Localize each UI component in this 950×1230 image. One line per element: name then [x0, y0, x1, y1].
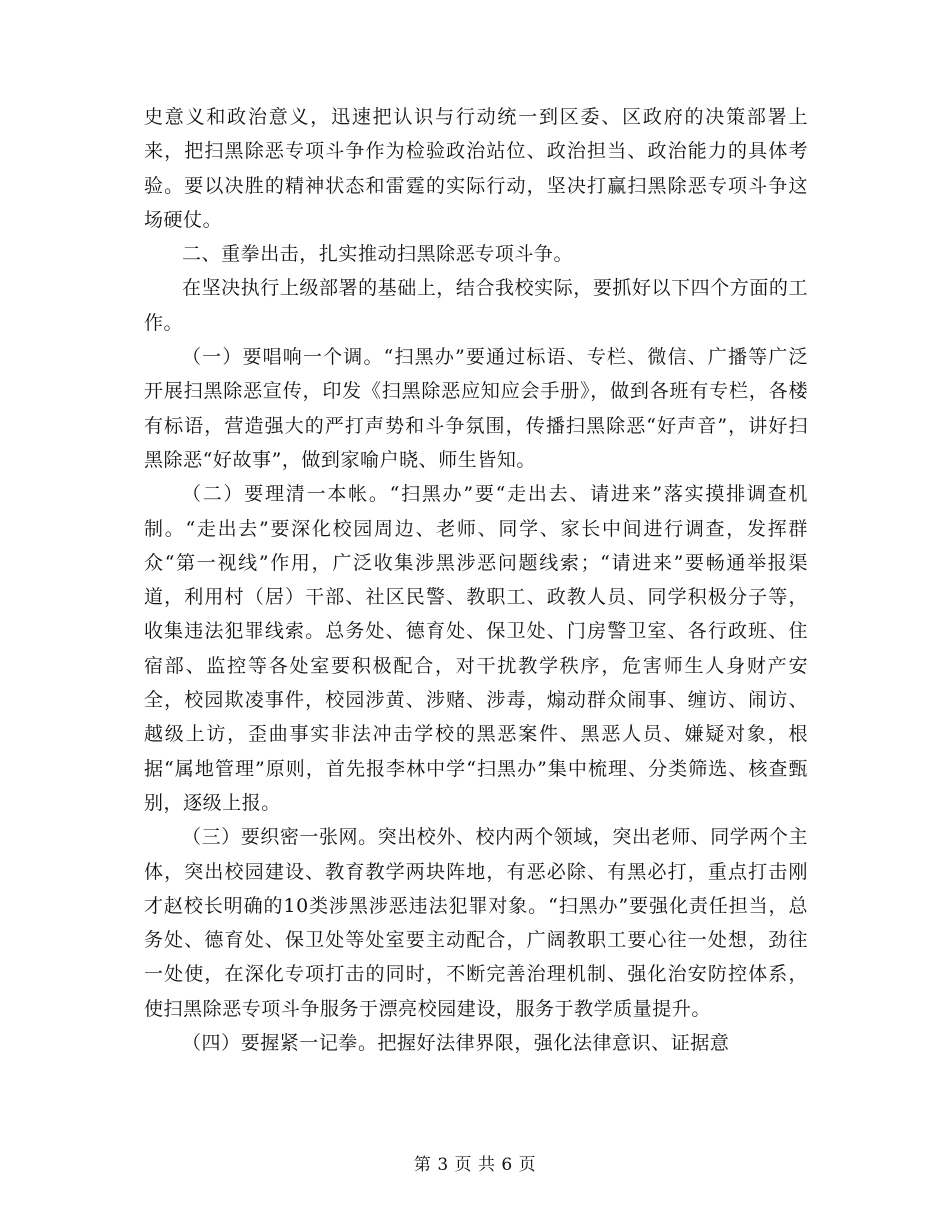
paragraph-item-3: （三）要织密一张网。突出校外、校内两个领域，突出老师、同学两个主体，突出校园建设、教育教学两块阵地，有恶必除、有黑必打，重点打击刚才赵校长明确的10类涉黑涉恶违法犯罪对象。“扫黑办”要强化责任担当，总务处、德育处、保卫处等处室要主动配合，广阔教职工要心往一处想，劲往一处使，在深化专项打击的同时，不断完善治理机制、强化治安防控体系，使扫黑除恶专项斗争服务于漂亮校园建设，服务于教学质量提升。: [144, 826, 808, 1020]
footer-current-page: 3: [437, 1155, 449, 1175]
paragraph-intro: 在坚决执行上级部署的基础上，结合我校实际，要抓好以下四个方面的工作。: [144, 277, 808, 334]
section-heading: 二、重拳出击，扎实推动扫黑除恶专项斗争。: [182, 243, 574, 266]
footer-total-pages: 6: [501, 1155, 513, 1175]
document-body: [144, 100, 808, 1060]
paragraph-item-2: （二）要理清一本帐。“扫黑办”要“走出去、请进来”落实摸排调查机制。“走出去”要深化校园周边、老师、同学、家长中间进行调查，发挥群众“第一视线”作用，广泛收集涉黑涉恶问题线索；“请进来”要畅通举报渠道，利用村（居）干部、社区民警、教职工、政教人员、同学积极分子等，收集违法犯罪线索。总务处、德育处、保卫处、门房警卫室、各行政班、住宿部、监控等各处室要积极配合，对干扰教学秩序，危害师生人身财产安全，校园欺凌事件，校园涉黄、涉赌、涉毒，煽动群众闹事、缠访、闹访、越级上访，歪曲事实非法冲击学校的黑恶案件、黑恶人员、嫌疑对象，根据“属地管理”原则，首先报李林中学“扫黑办”集中梳理、分类筛选、核查甄别，逐级上报。: [144, 483, 808, 814]
footer-middle: 页 共: [454, 1155, 496, 1175]
paragraph-continuation: 史意义和政治意义，迅速把认识与行动统一到区委、区政府的决策部署上来，把扫黑除恶专项斗争作为检验政治站位、政治担当、政治能力的具体考验。要以决胜的精神状态和雷霆的实际行动，坚决打赢扫黑除恶专项斗争这场硬仗。: [144, 106, 808, 231]
footer-prefix: 第: [413, 1155, 432, 1175]
paragraph-item-4: （四）要握紧一记拳。把握好法律界限，强化法律意识、证据意: [182, 1032, 730, 1055]
page-footer: [0, 1150, 950, 1175]
paragraph-item-1: （一）要唱响一个调。“扫黑办”要通过标语、专栏、微信、广播等广泛开展扫黑除恶宣传，印发《扫黑除恶应知应会手册》，做到各班有专栏，各楼有标语，营造强大的严打声势和斗争氛围，传播扫黑除恶“好声音”，讲好扫黑除恶“好故事”，做到家喻户晓、师生皆知。: [144, 346, 808, 471]
footer-suffix: 页: [518, 1155, 537, 1175]
